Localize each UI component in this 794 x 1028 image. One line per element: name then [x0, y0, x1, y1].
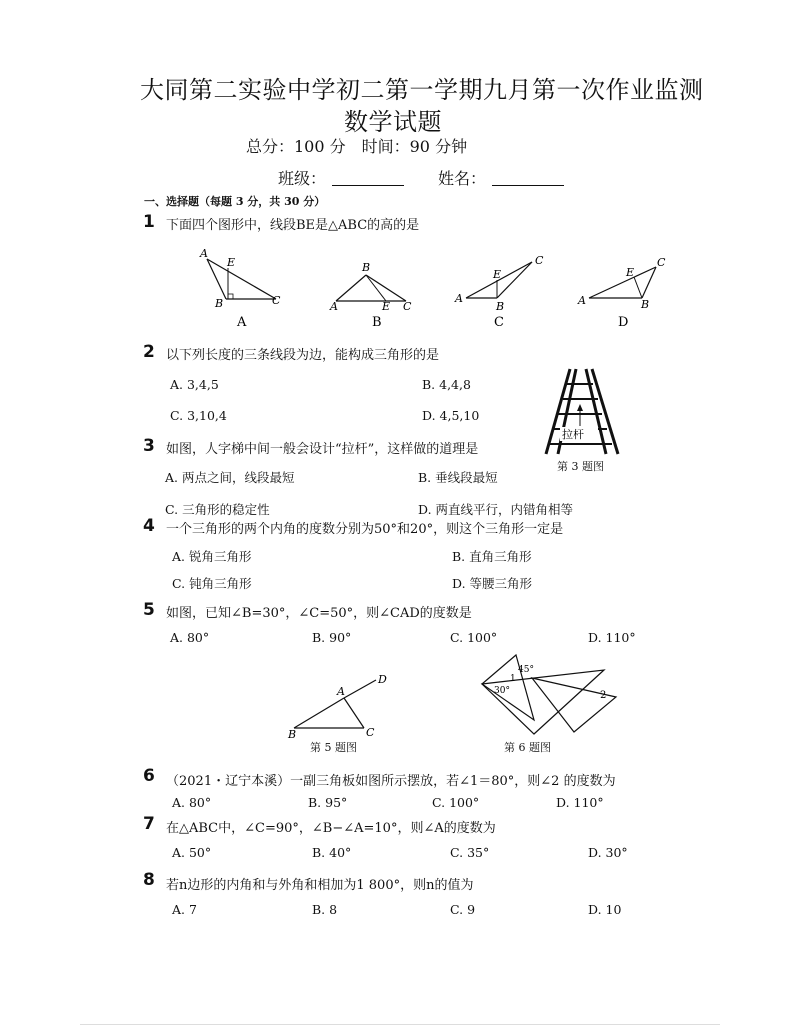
fig-a-label-B: B	[215, 297, 224, 310]
option-a: A. 80°	[172, 795, 212, 810]
option-d: D. 两直线平行，内错角相等	[418, 502, 574, 517]
fig-d-label-E: E	[626, 266, 635, 279]
q1-figure-d	[577, 256, 666, 330]
option-d: D. 110°	[588, 630, 636, 645]
option-b: B. 95°	[308, 795, 348, 810]
fig-c-letter: C	[494, 315, 504, 330]
score-time: 总分：100 分 时间：90 分钟	[246, 137, 468, 156]
fig-a-letter: A	[237, 315, 247, 330]
section-heading: 一、选择题（每题 3 分，共 30 分）	[144, 195, 326, 208]
fig6-label-2: 2	[600, 690, 607, 701]
fig-c-label-A: A	[455, 292, 463, 305]
option-d: D. 30°	[588, 845, 628, 860]
fig-c-label-B: B	[496, 300, 505, 313]
question-number: 4	[143, 516, 155, 536]
option-b: B. 8	[312, 902, 338, 917]
question-number: 2	[143, 342, 155, 362]
option-d: D. 等腰三角形	[452, 576, 533, 591]
option-c: C. 9	[450, 902, 476, 917]
question-stem: 下面四个图形中，线段BE是△ABC的高的是	[166, 218, 420, 233]
option-b: B. 直角三角形	[452, 549, 532, 564]
q1-figure-b	[329, 261, 412, 330]
fig-b-label-A: A	[330, 300, 338, 313]
fig-b-label-E: E	[382, 300, 391, 313]
question-number: 6	[143, 766, 155, 786]
question-stem: （2021・辽宁本溪）一副三角板如图所示摆放，若∠1＝80°，则∠2 的度数为	[166, 774, 616, 789]
option-b: B. 90°	[312, 630, 352, 645]
fig5-label-C: C	[366, 726, 375, 739]
option-a: A. 两点之间，线段最短	[165, 470, 295, 485]
fig-a-label-E: E	[227, 256, 236, 269]
q1-figure-c	[454, 254, 544, 330]
q5-figure	[282, 670, 392, 740]
figure-caption: 第 3 题图	[557, 460, 604, 473]
fig-c-label-E: E	[493, 268, 502, 281]
class-blank	[332, 171, 404, 186]
question-number: 1	[143, 212, 155, 232]
page-bottom-rule	[80, 1024, 720, 1025]
fig-d-label-B: B	[641, 298, 650, 311]
option-a: A. 锐角三角形	[172, 549, 252, 564]
option-c: C. 35°	[450, 845, 490, 860]
q1-figure-a	[199, 247, 281, 330]
ladder-label: 拉杆	[562, 428, 584, 441]
question-stem: 如图，人字梯中间一般会设计“拉杆”，这样做的道理是	[166, 442, 479, 457]
fig-b-label-B: B	[362, 261, 371, 274]
fig-a-label-A: A	[200, 247, 208, 260]
fig6-label-45: 45°	[518, 665, 534, 675]
question-stem: 以下列长度的三条线段为边，能构成三角形的是	[166, 348, 440, 363]
question-stem: 一个三角形的两个内角的度数分别为50°和20°，则这个三角形一定是	[166, 522, 564, 537]
class-label: 班级：	[278, 169, 327, 188]
question-number: 7	[143, 814, 155, 834]
option-a: A. 50°	[172, 845, 212, 860]
exam-title: 大同第二实验中学初二第一学期九月第一次作业监测	[140, 76, 704, 104]
fig-c-label-C: C	[535, 254, 544, 267]
option-c: C. 100°	[450, 630, 498, 645]
fig-d-letter: D	[618, 315, 629, 330]
question-stem: 在△ABC中，∠C=90°，∠B−∠A=10°，则∠A的度数为	[166, 821, 496, 836]
option-b: B. 垂线段最短	[418, 470, 498, 485]
fig5-label-B: B	[288, 728, 297, 740]
figure-caption: 第 6 题图	[504, 741, 551, 754]
fig-a-label-C: C	[272, 294, 281, 307]
option-a: A. 80°	[170, 630, 210, 645]
option-a: A. 7	[172, 902, 197, 917]
option-c: C. 钝角三角形	[172, 576, 252, 591]
option-d: D. 10	[588, 902, 622, 917]
question-number: 3	[143, 436, 155, 456]
fig-d-label-C: C	[657, 256, 666, 269]
option-d: D. 110°	[556, 795, 604, 810]
question-number: 5	[143, 600, 155, 620]
exam-subtitle: 数学试题	[344, 108, 442, 136]
fig6-label-1: 1	[510, 674, 516, 684]
option-d: D. 4,5,10	[422, 408, 480, 423]
q1-figures	[190, 242, 690, 332]
option-b: B. 4,4,8	[422, 377, 471, 392]
option-b: B. 40°	[312, 845, 352, 860]
fig-d-label-A: A	[578, 294, 586, 307]
option-c: C. 三角形的稳定性	[165, 502, 270, 517]
fig5-label-A: A	[337, 685, 345, 698]
figure-caption: 第 5 题图	[310, 741, 357, 754]
question-number: 8	[143, 870, 155, 890]
option-a: A. 3,4,5	[170, 377, 219, 392]
class-field	[278, 166, 404, 189]
fig6-label-30: 30°	[494, 686, 510, 696]
name-label: 姓名：	[438, 169, 487, 188]
fig-b-letter: B	[372, 315, 382, 330]
question-stem: 如图，已知∠B=30°，∠C=50°，则∠CAD的度数是	[166, 606, 472, 621]
option-c: C. 3,10,4	[170, 408, 227, 423]
q6-figure	[474, 652, 624, 737]
question-stem: 若n边形的内角和与外角和相加为1 800°，则n的值为	[166, 878, 474, 893]
fig5-label-D: D	[378, 673, 387, 686]
option-c: C. 100°	[432, 795, 480, 810]
name-blank	[492, 171, 564, 186]
name-field	[438, 166, 564, 189]
fig-b-label-C: C	[403, 300, 412, 313]
